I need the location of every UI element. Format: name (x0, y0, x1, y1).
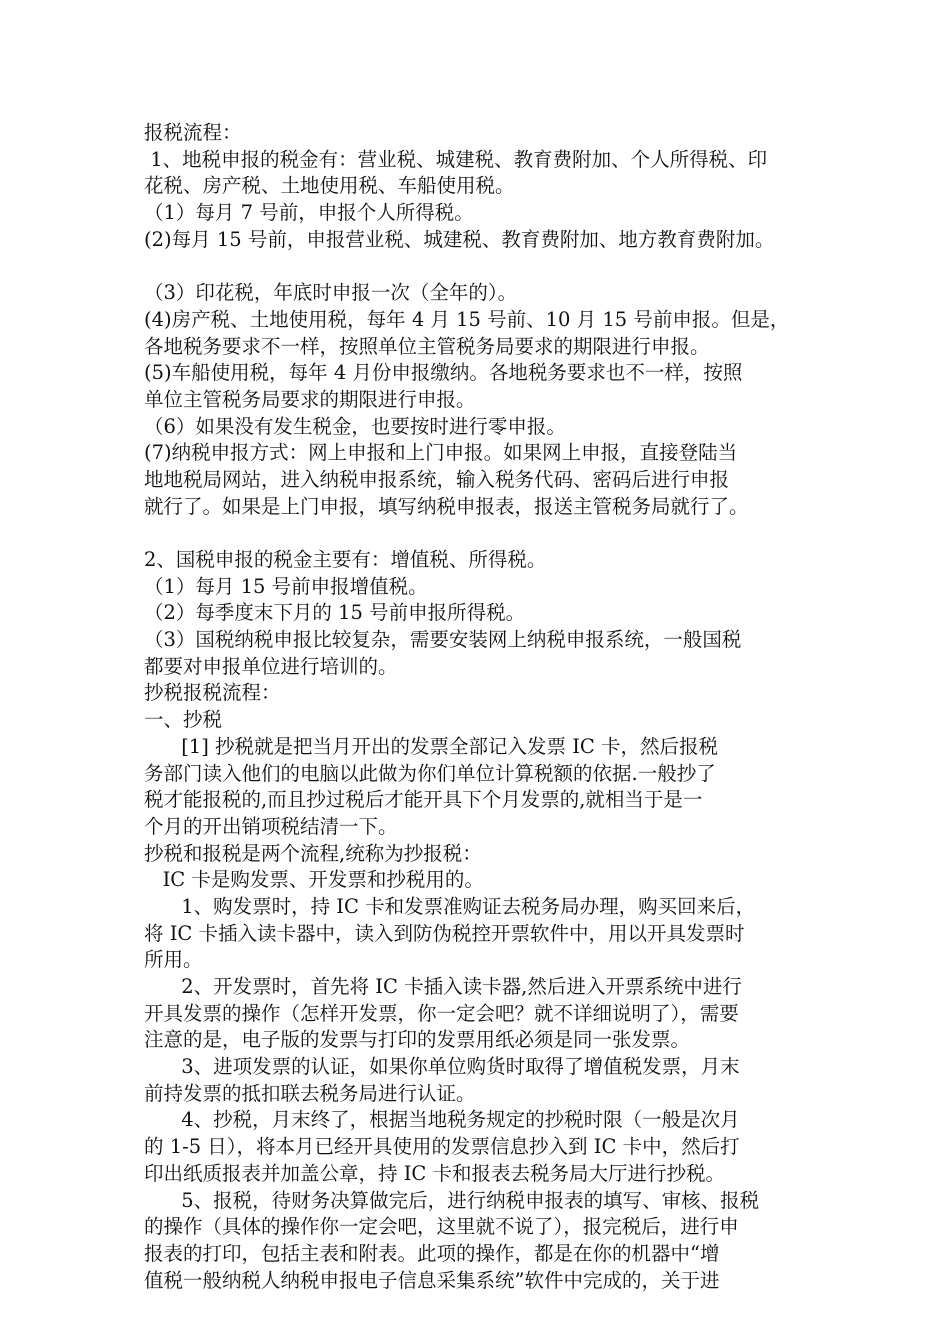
text-line: 的操作（具体的操作你一定会吧，这里就不说了），报完税后，进行申 (144, 1215, 739, 1239)
text-line: 1、购发票时，持 IC 卡和发票准购证去税务局办理，购买回来后， (144, 894, 756, 918)
text-line: 抄税和报税是两个流程,统称为抄报税： (144, 841, 482, 865)
text-line: (2)每月 15 号前，申报营业税、城建税、教育费附加、地方教育费附加。 (144, 227, 775, 251)
text-line: 花税、房产税、土地使用税、车船使用税。 (144, 174, 515, 198)
text-line: 印出纸质报表并加盖公章，持 IC 卡和报表去税务局大厅进行抄税。 (144, 1161, 726, 1185)
text-line: 1、地税申报的税金有：营业税、城建税、教育费附加、个人所得税、印 (144, 147, 768, 171)
text-line: 4、抄税，月末终了，根据当地税务规定的抄税时限（一般是次月 (144, 1108, 740, 1132)
text-line: (7)纳税申报方式：网上申报和上门申报。如果网上申报，直接登陆当 (144, 441, 738, 465)
text-line: 所用。 (144, 948, 203, 972)
text-line: （3）印花税，年底时申报一次（全年的）。 (144, 281, 518, 305)
text-line: (4)房产税、土地使用税，每年 4 月 15 号前、10 月 15 号前申报。但是， (144, 307, 790, 331)
text-line: 2、开发票时，首先将 IC 卡插入读卡器,然后进入开票系统中进行 (144, 975, 742, 998)
text-line: 值税一般纳税人纳税申报电子信息采集系统”软件中完成的，关于进 (144, 1268, 720, 1292)
text-line: 抄税报税流程： (144, 681, 281, 705)
text-line: （6）如果没有发生税金，也要按时进行零申报。 (144, 414, 566, 438)
text-line: 税才能报税的,而且抄过税后才能开具下个月发票的,就相当于是一 (144, 788, 703, 812)
text-line: 5、报税，待财务决算做完后，进行纳税申报表的填写、审核、报税 (144, 1188, 760, 1212)
text-line: 地地税局网站，进入纳税申报系统，输入税务代码、密码后进行申报 (144, 467, 730, 491)
text-line: 报表的打印，包括主表和附表。此项的操作，都是在你的机器中“增 (144, 1241, 720, 1265)
text-line: (5)车船使用税，每年 4 月份申报缴纳。各地税务要求也不一样，按照 (144, 361, 743, 385)
text-line: （1）每月 7 号前，申报个人所得税。 (144, 201, 474, 225)
text-line: 报税流程： (144, 121, 242, 144)
text-line: 单位主管税务局要求的期限进行申报。 (144, 387, 476, 411)
text-line: 开具发票的操作（怎样开发票，你一定会吧？就不详细说明了），需要 (144, 1001, 739, 1025)
text-line: 3、进项发票的认证，如果你单位购货时取得了增值税发票，月末 (144, 1055, 740, 1079)
text-line: （2）每季度末下月的 15 号前申报所得税。 (144, 601, 526, 625)
text-line: 就行了。如果是上门申报，填写纳税申报表，报送主管税务局就行了。 (144, 494, 749, 518)
text-line: 都要对申报单位进行培训的。 (144, 654, 398, 678)
text-line: 前持发票的抵扣联去税务局进行认证。 (144, 1081, 476, 1105)
text-line: （1）每月 15 号前申报增值税。 (144, 574, 428, 598)
text-line: 个月的开出销项税结清一下。 (144, 814, 398, 838)
text-line: 将 IC 卡插入读卡器中，读入到防伪税控开票软件中，用以开具发票时 (144, 921, 745, 945)
document-body (144, 120, 814, 1294)
blank-line (144, 253, 814, 280)
text-line: 务部门读入他们的电脑以此做为你们单位计算税额的依据.一般抄了 (144, 761, 716, 785)
text-line: 各地税务要求不一样，按照单位主管税务局要求的期限进行申报。 (144, 334, 710, 358)
text-line: 2、国税申报的税金主要有：增值税、所得税。 (144, 548, 547, 571)
blank-line (144, 520, 814, 547)
text-line: IC 卡是购发票、开发票和抄税用的。 (144, 868, 484, 892)
text-line: 一、抄税 (144, 708, 223, 732)
text-line: [1] 抄税就是把当月开出的发票全部记入发票 IC 卡，然后报税 (144, 734, 719, 758)
text-line: 的 1-5 日），将本月已经开具使用的发票信息抄入到 IC 卡中，然后打 (144, 1135, 740, 1159)
text-line: （3）国税纳税申报比较复杂，需要安装网上纳税申报系统，一般国税 (144, 628, 742, 652)
text-line: 注意的是，电子版的发票与打印的发票用纸必须是同一张发票。 (144, 1028, 691, 1052)
